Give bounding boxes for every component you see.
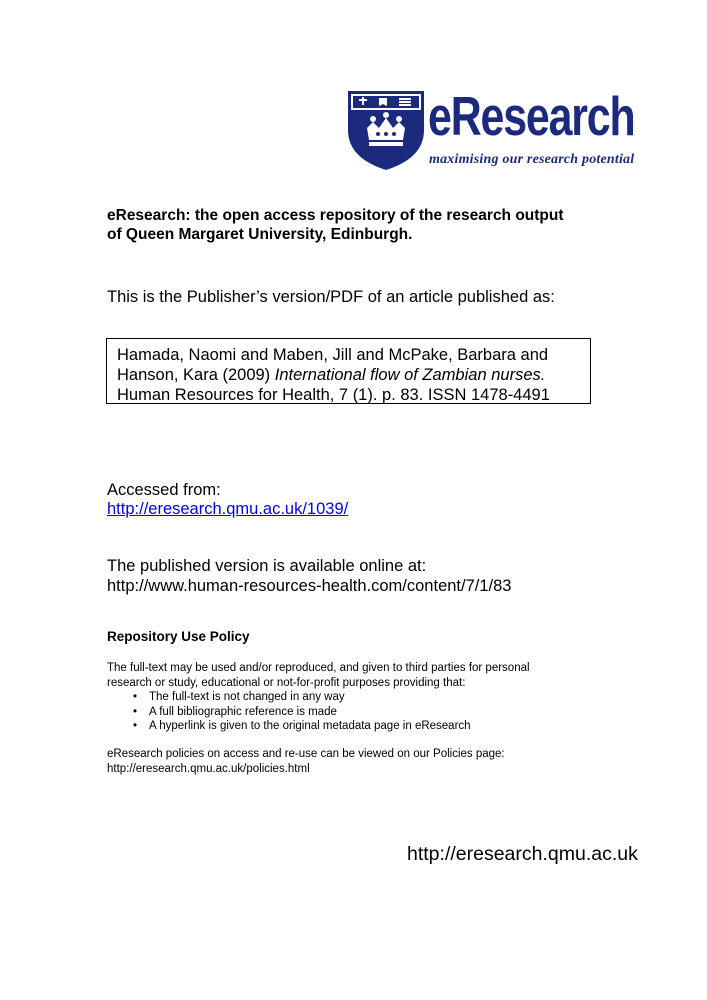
citation-line-2 <box>117 365 590 385</box>
policy-conditions-list <box>107 690 471 734</box>
list-item <box>107 690 471 705</box>
publisher-version-intro: This is the Publisher’s version/PDF of an article published as: <box>107 288 555 306</box>
bullet-icon: • <box>133 705 138 718</box>
policy-condition-text: A full bibliographic reference is made <box>149 705 337 718</box>
logo-wordmark: eResearch <box>428 85 635 147</box>
list-item <box>107 705 471 720</box>
published-version-label: The published version is available online at: <box>107 557 427 575</box>
list-item <box>107 719 471 734</box>
bullet-icon: • <box>133 691 138 703</box>
policy-footer-line-1: eResearch policies on access and re-use can be viewed on our Policies page: <box>107 748 505 760</box>
accessed-from-link[interactable]: http://eresearch.qmu.ac.uk/1039/ <box>107 500 349 518</box>
eresearch-logo <box>345 85 670 174</box>
citation-article-title: International flow of Zambian nurses. <box>274 366 546 384</box>
repository-heading <box>107 206 647 244</box>
bullet-icon: • <box>133 720 138 732</box>
citation-line-3: Human Resources for Health, 7 (1). p. 83. ISSN 1478-4491 <box>117 386 550 404</box>
shield-crest-icon <box>345 88 427 172</box>
accessed-from-label: Accessed from: <box>107 481 221 499</box>
repository-use-policy-title: Repository Use Policy <box>107 629 250 644</box>
heading-line-2: of Queen Margaret University, Edinburgh. <box>107 226 413 243</box>
policy-condition-text: A hyperlink is given to the original metadata page in eResearch <box>149 720 471 732</box>
citation-box <box>106 338 591 404</box>
policy-condition-text: The full-text is not changed in any way <box>149 691 345 703</box>
policy-footer-url: http://eresearch.qmu.ac.uk/policies.html <box>107 762 310 775</box>
published-version-url: http://www.human-resources-health.com/content/7/1/83 <box>107 577 512 595</box>
policy-footer <box>107 747 587 776</box>
policy-text <box>107 661 587 690</box>
heading-line-1: eResearch: the open access repository of the research output <box>107 207 564 224</box>
logo-tagline: maximising our research potential <box>429 152 635 167</box>
repository-url: http://eresearch.qmu.ac.uk <box>407 843 638 865</box>
citation-authors-year: Hanson, Kara (2009) <box>117 366 275 384</box>
policy-text-line-1: The full-text may be used and/or reproduced, and given to third parties for personal <box>107 662 530 674</box>
citation-line-1: Hamada, Naomi and Maben, Jill and McPake, Barbara and <box>117 346 549 364</box>
policy-text-line-2: research or study, educational or not-for-profit purposes providing that: <box>107 676 466 689</box>
